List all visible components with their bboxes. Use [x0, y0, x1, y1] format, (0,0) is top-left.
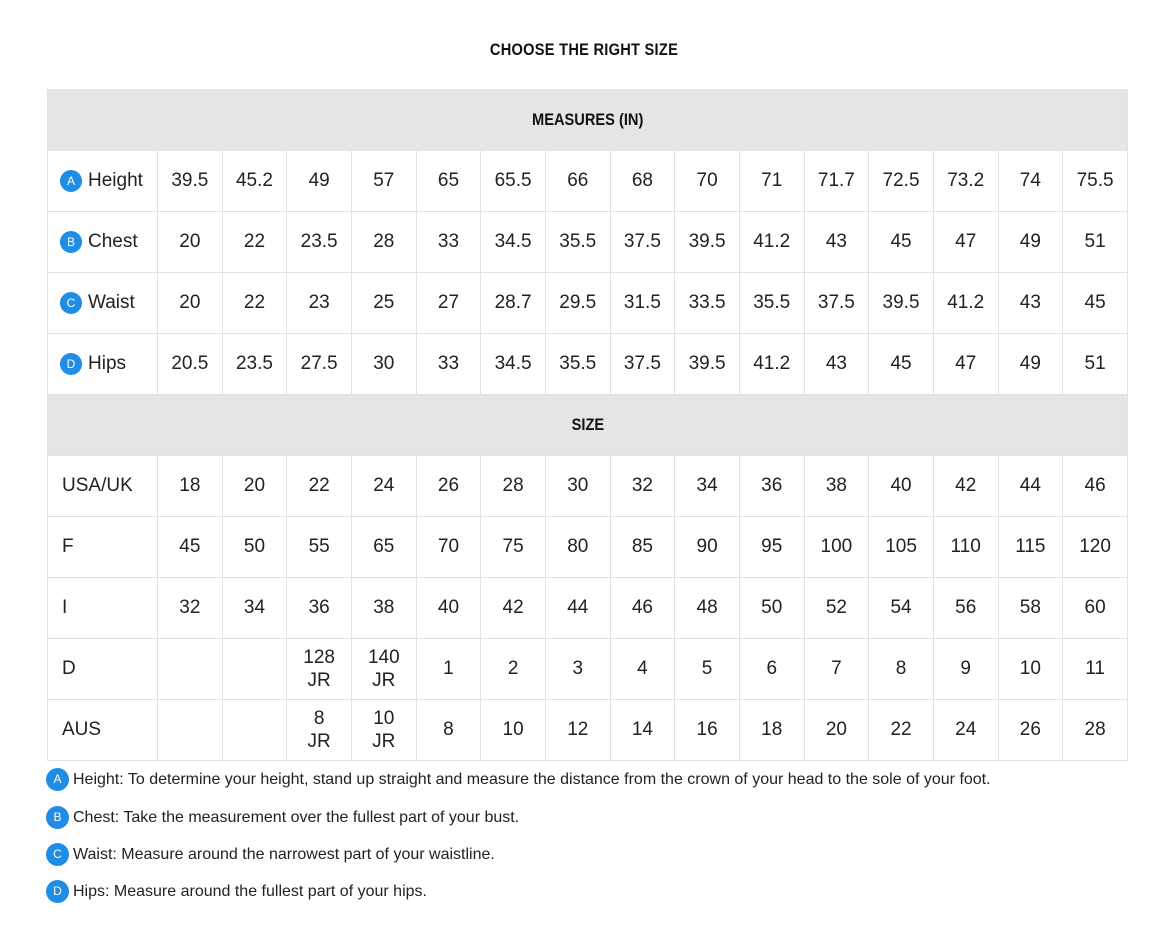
row-label-text: D [62, 657, 76, 679]
badge-c-icon: C [60, 292, 82, 314]
table-cell: 60 [1063, 578, 1128, 639]
table-cell: 40 [869, 456, 934, 517]
table-cell: 51 [1063, 334, 1128, 395]
table-cell: 32 [610, 456, 675, 517]
table-cell: 52 [804, 578, 869, 639]
table-cell: 47 [933, 212, 998, 273]
row-d [48, 639, 1128, 700]
table-cell: 73.2 [933, 151, 998, 212]
row-label [48, 273, 158, 334]
table-cell: 33 [416, 334, 481, 395]
note-b [46, 806, 519, 829]
table-cell: 28 [481, 456, 546, 517]
note-text: Hips: Measure around the fullest part of your hips. [73, 882, 427, 900]
note-text: Height: To determine your height, stand up straight and measure the distance from the crown of your head to the sole of your foot. [73, 770, 991, 788]
table-cell: 2 [481, 639, 546, 700]
table-cell: 20.5 [158, 334, 223, 395]
table-cell: 20 [158, 212, 223, 273]
row-waist [48, 273, 1128, 334]
table-cell: 28 [1063, 700, 1128, 761]
table-cell: 45.2 [222, 151, 287, 212]
size-chart-table [47, 89, 1128, 761]
table-cell: 54 [869, 578, 934, 639]
table-cell: 70 [416, 517, 481, 578]
table-cell: 40 [416, 578, 481, 639]
table-cell: 38 [351, 578, 416, 639]
table-cell [158, 700, 223, 761]
table-cell: 32 [158, 578, 223, 639]
page-title: CHOOSE THE RIGHT SIZE [489, 40, 679, 59]
table-cell [222, 639, 287, 700]
table-cell: 140 JR [351, 639, 416, 700]
table-cell: 33 [416, 212, 481, 273]
badge-d-icon: D [60, 353, 82, 375]
table-cell: 44 [998, 456, 1063, 517]
measures-heading-row [48, 90, 1128, 151]
table-cell: 7 [804, 639, 869, 700]
table-cell: 75.5 [1063, 151, 1128, 212]
table-cell: 25 [351, 273, 416, 334]
table-cell: 45 [869, 334, 934, 395]
table-cell: 100 [804, 517, 869, 578]
table-cell: 47 [933, 334, 998, 395]
table-cell: 43 [998, 273, 1063, 334]
table-cell: 27 [416, 273, 481, 334]
row-label-text: USA/UK [62, 474, 133, 496]
table-cell: 20 [158, 273, 223, 334]
table-cell: 37.5 [804, 273, 869, 334]
table-cell: 10 JR [351, 700, 416, 761]
table-cell: 11 [1063, 639, 1128, 700]
table-cell: 90 [675, 517, 740, 578]
row-label [48, 639, 158, 700]
table-cell: 24 [351, 456, 416, 517]
row-label [48, 334, 158, 395]
table-cell: 51 [1063, 212, 1128, 273]
row-chest [48, 212, 1128, 273]
table-cell: 65 [416, 151, 481, 212]
table-cell: 29.5 [545, 273, 610, 334]
row-f [48, 517, 1128, 578]
row-usa-uk [48, 456, 1128, 517]
table-cell: 48 [675, 578, 740, 639]
table-cell: 49 [998, 212, 1063, 273]
table-cell: 22 [869, 700, 934, 761]
table-cell: 27.5 [287, 334, 352, 395]
table-cell: 58 [998, 578, 1063, 639]
table-cell: 34.5 [481, 334, 546, 395]
table-cell: 105 [869, 517, 934, 578]
table-cell: 33.5 [675, 273, 740, 334]
row-height [48, 151, 1128, 212]
table-cell: 74 [998, 151, 1063, 212]
table-cell [222, 700, 287, 761]
badge-b-icon: B [60, 231, 82, 253]
table-cell: 128 JR [287, 639, 352, 700]
table-cell: 55 [287, 517, 352, 578]
badge-d-icon: D [46, 880, 69, 903]
table-cell: 65.5 [481, 151, 546, 212]
table-cell: 39.5 [158, 151, 223, 212]
table-cell: 26 [416, 456, 481, 517]
table-cell: 31.5 [610, 273, 675, 334]
table-cell: 39.5 [675, 212, 740, 273]
badge-c-icon: C [46, 843, 69, 866]
table-cell: 1 [416, 639, 481, 700]
table-cell: 26 [998, 700, 1063, 761]
note-c [46, 843, 495, 866]
row-label-text: Height [88, 169, 143, 191]
table-cell: 22 [287, 456, 352, 517]
table-cell: 28 [351, 212, 416, 273]
size-heading-label: SIZE [571, 415, 604, 434]
row-label-text: Waist [88, 291, 135, 313]
table-cell: 71.7 [804, 151, 869, 212]
table-cell: 3 [545, 639, 610, 700]
row-label-text: AUS [62, 718, 102, 740]
table-cell: 35.5 [545, 334, 610, 395]
table-cell: 34 [222, 578, 287, 639]
badge-b-icon: B [46, 806, 69, 829]
table-cell: 75 [481, 517, 546, 578]
table-cell: 8 [869, 639, 934, 700]
table-cell: 68 [610, 151, 675, 212]
table-cell: 41.2 [739, 212, 804, 273]
table-cell: 70 [675, 151, 740, 212]
table-cell: 39.5 [675, 334, 740, 395]
row-label [48, 517, 158, 578]
table-cell: 49 [998, 334, 1063, 395]
table-cell: 30 [351, 334, 416, 395]
table-cell: 50 [222, 517, 287, 578]
note-text: Waist: Measure around the narrowest part of your waistline. [73, 845, 495, 863]
table-cell: 115 [998, 517, 1063, 578]
table-cell: 71 [739, 151, 804, 212]
table-cell: 85 [610, 517, 675, 578]
table-cell: 23 [287, 273, 352, 334]
table-cell: 18 [739, 700, 804, 761]
row-label [48, 700, 158, 761]
badge-a-icon: A [46, 768, 69, 791]
table-cell: 95 [739, 517, 804, 578]
table-cell: 35.5 [739, 273, 804, 334]
table-cell: 20 [804, 700, 869, 761]
table-cell: 20 [222, 456, 287, 517]
table-cell: 57 [351, 151, 416, 212]
table-cell: 37.5 [610, 212, 675, 273]
table-cell: 39.5 [869, 273, 934, 334]
table-cell: 23.5 [222, 334, 287, 395]
table-cell: 49 [287, 151, 352, 212]
table-cell: 50 [739, 578, 804, 639]
row-hips [48, 334, 1128, 395]
size-heading [48, 395, 1128, 456]
table-cell: 44 [545, 578, 610, 639]
table-cell: 38 [804, 456, 869, 517]
table-cell: 36 [287, 578, 352, 639]
table-cell: 36 [739, 456, 804, 517]
table-cell: 8 JR [287, 700, 352, 761]
table-cell: 35.5 [545, 212, 610, 273]
row-i [48, 578, 1128, 639]
table-cell: 80 [545, 517, 610, 578]
table-cell: 72.5 [869, 151, 934, 212]
table-cell: 43 [804, 212, 869, 273]
table-cell: 66 [545, 151, 610, 212]
row-label [48, 212, 158, 273]
table-cell [158, 639, 223, 700]
table-cell: 14 [610, 700, 675, 761]
table-cell: 56 [933, 578, 998, 639]
row-label-text: Hips [88, 352, 127, 374]
table-cell: 16 [675, 700, 740, 761]
row-label [48, 578, 158, 639]
table-cell: 110 [933, 517, 998, 578]
table-cell: 6 [739, 639, 804, 700]
table-cell: 46 [1063, 456, 1128, 517]
table-cell: 45 [158, 517, 223, 578]
table-cell: 30 [545, 456, 610, 517]
table-cell: 45 [1063, 273, 1128, 334]
table-cell: 24 [933, 700, 998, 761]
table-cell: 34.5 [481, 212, 546, 273]
table-cell: 5 [675, 639, 740, 700]
table-cell: 22 [222, 212, 287, 273]
note-d [46, 880, 427, 903]
table-cell: 41.2 [739, 334, 804, 395]
note-text: Chest: Take the measurement over the fullest part of your bust. [73, 808, 520, 826]
table-cell: 28.7 [481, 273, 546, 334]
table-cell: 65 [351, 517, 416, 578]
size-heading-row [48, 395, 1128, 456]
table-cell: 120 [1063, 517, 1128, 578]
table-cell: 12 [545, 700, 610, 761]
table-cell: 46 [610, 578, 675, 639]
badge-a-icon: A [60, 170, 82, 192]
row-label-text: Chest [88, 230, 138, 252]
table-cell: 42 [933, 456, 998, 517]
row-label-text: F [62, 535, 74, 557]
table-cell: 9 [933, 639, 998, 700]
table-cell: 10 [998, 639, 1063, 700]
table-cell: 8 [416, 700, 481, 761]
measures-heading-label: MEASURES (IN) [531, 110, 644, 129]
row-label-text: I [62, 596, 68, 618]
table-cell: 4 [610, 639, 675, 700]
row-aus [48, 700, 1128, 761]
table-cell: 43 [804, 334, 869, 395]
table-cell: 45 [869, 212, 934, 273]
table-cell: 41.2 [933, 273, 998, 334]
table-cell: 34 [675, 456, 740, 517]
table-cell: 42 [481, 578, 546, 639]
row-label [48, 151, 158, 212]
note-a [46, 768, 991, 791]
table-cell: 10 [481, 700, 546, 761]
table-cell: 22 [222, 273, 287, 334]
table-cell: 18 [158, 456, 223, 517]
row-label [48, 456, 158, 517]
table-cell: 23.5 [287, 212, 352, 273]
measures-heading [48, 90, 1128, 151]
table-cell: 37.5 [610, 334, 675, 395]
